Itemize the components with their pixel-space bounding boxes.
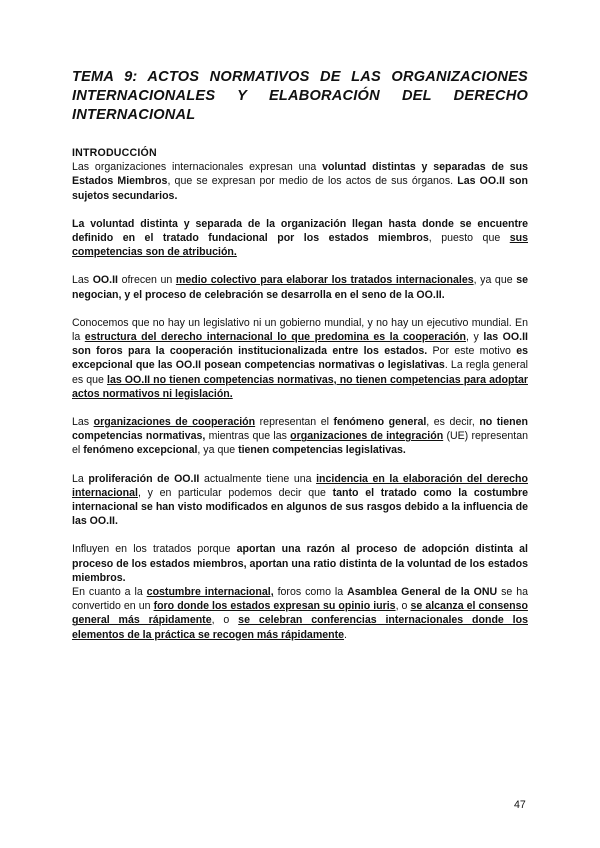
underlined-text: organizaciones de integración <box>290 430 444 443</box>
underlined-text: estructura del derecho internacional lo que predomina es la cooperación <box>84 331 467 344</box>
bold-text <box>72 374 528 400</box>
text-run: Conocemos que no hay un legislativo ni un gobierno mundial, y no hay un ejecutivo mundial. En la <box>72 316 528 344</box>
paragraph-7 <box>72 542 528 585</box>
bold-text: voluntad distintas y separadas de sus Estados Miembros <box>72 161 529 188</box>
bold-text: aportan una razón al proceso de adopción distinta al proceso de los estados miembros, aportan una ratio distinta de la voluntad de los estados miembros. <box>72 543 528 584</box>
bold-text: tanto el tratado como la costumbre internacional se han visto modificados en algunos de sus rasgos debido a la influencia de las OO.II. <box>72 486 529 528</box>
text-run: La <box>72 472 89 485</box>
text-run: se ha convertido en un <box>72 586 528 613</box>
bold-text: tienen competencias legislativas. <box>238 444 406 457</box>
paragraph-4 <box>72 316 528 401</box>
underlined-text: incidencia en la elaboración del derecho internacional <box>72 472 528 499</box>
text-run: . <box>344 628 347 641</box>
bold-text: se negocian, y el proceso de celebración se desarrolla en el seno de la OO.II. <box>72 274 529 301</box>
section-heading: INTRODUCCIÓN <box>72 147 157 159</box>
text-run: En cuanto a la <box>72 586 147 599</box>
page-number: 47 <box>514 799 526 811</box>
text-run: Por este motivo <box>427 345 517 358</box>
underlined-text: sus competencias son de atribución. <box>72 232 528 259</box>
underlined-text: se celebran conferencias internacionales donde los elementos de la práctica se recogen más rápidamente <box>72 614 528 641</box>
text-run: , puesto que <box>428 232 510 245</box>
text-run: (UE) representan el <box>72 430 528 457</box>
paragraph-1 <box>72 160 528 203</box>
bold-text <box>290 430 443 442</box>
text-run: , o <box>395 600 411 613</box>
bold-text: fenómeno general <box>333 416 427 429</box>
text-run: foros como la <box>273 586 348 599</box>
text-run: Influyen en los tratados porque <box>72 543 237 556</box>
bold-text <box>85 331 466 343</box>
text-run: ofrecen un <box>118 274 176 287</box>
bold-text: proliferación de OO.II <box>88 472 200 485</box>
document-body <box>72 146 528 656</box>
bold-text <box>94 416 256 428</box>
bold-text: Asamblea General de la ONU <box>347 586 498 599</box>
underlined-text: las OO.II no tienen competencias normativas, no tienen competencias para adoptar actos normativos ni legislación. <box>72 373 528 400</box>
paragraph-2 <box>72 217 528 260</box>
bold-text: OO.II <box>92 274 118 287</box>
paragraph-8 <box>72 585 528 642</box>
text-run: , ya que <box>473 274 517 287</box>
page-title: TEMA 9: ACTOS NORMATIVOS DE LAS ORGANIZACIONES INTERNACIONALES Y ELABORACIÓN DEL DERECHO INTERNACIONAL <box>72 69 528 123</box>
text-run: Las organizaciones internacionales expresan una <box>72 161 323 174</box>
text-run: Las <box>72 416 94 429</box>
underlined-text: organizaciones de cooperación <box>93 416 256 429</box>
text-run: actualmente tiene una <box>199 472 317 485</box>
bold-text: es excepcional que las OO.II posean competencias normativas o legislativas <box>72 345 529 372</box>
underlined-text: foro donde los estados expresan su opinio iuris <box>153 600 396 613</box>
bold-text <box>154 600 396 612</box>
paragraph-5 <box>72 415 528 458</box>
underlined-text: medio colectivo para elaborar los tratados internacionales <box>175 274 474 287</box>
bold-text: La voluntad distinta y separada de la organización llegan hasta donde se encuentre definido en el tratado fundacional por los estados miembros <box>72 217 528 245</box>
bold-text <box>176 274 474 286</box>
underlined-text: costumbre internacional, <box>146 586 274 599</box>
text-run: , o <box>211 614 239 627</box>
paragraph-3 <box>72 273 528 301</box>
text-run: , y en particular podemos decir que <box>137 486 333 499</box>
bold-text: no tienen competencias normativas, <box>72 416 528 443</box>
text-run: , que se expresan por medio de los actos de sus órganos. <box>167 175 458 188</box>
text-run: Las <box>72 274 93 287</box>
text-run: . La regla general es que <box>72 359 528 386</box>
text-run: , y <box>466 331 484 344</box>
bold-text <box>147 586 274 598</box>
text-run: mientras que las <box>205 430 291 443</box>
bold-text: Las OO.II son sujetos secundarios. <box>72 175 528 202</box>
bold-text: fenómeno excepcional <box>83 444 198 457</box>
text-run: , ya que <box>197 444 239 457</box>
paragraph-6 <box>72 472 528 529</box>
text-run: representan el <box>255 416 334 429</box>
underlined-text: se alcanza el consenso general más rápidamente <box>72 600 528 627</box>
text-run: , es decir, <box>426 416 480 429</box>
bold-text: las OO.II son foros para la cooperación institucionalizada entre los estados. <box>72 331 528 358</box>
